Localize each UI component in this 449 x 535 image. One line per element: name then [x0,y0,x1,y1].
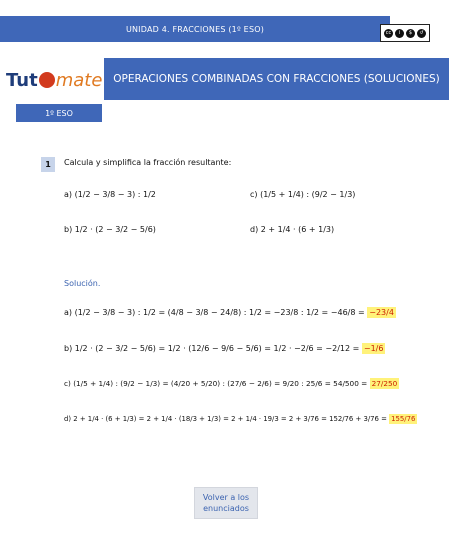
level-badge: 1º ESO [16,104,102,122]
creative-commons-badge[interactable] [380,24,430,42]
exercise-item-c: c) (1/5 + 1/4) : (9/2 − 1/3) [250,190,356,199]
exercise-item-b: b) 1/2 · (2 − 3/2 − 5/6) [64,225,156,234]
exercise-item-d: d) 2 + 1/4 · (6 + 1/3) [250,225,335,234]
apple-icon [39,72,55,88]
solution-row-a: a) (1/2 − 3/8 − 3) : 1/2 = (4/8 − 3/8 − 24/8) : 1/2 = −23/8 : 1/2 = −46/8 = −23/4 [64,308,394,317]
back-to-statements-button[interactable]: Volver a los enunciados [194,487,258,519]
page-title: OPERACIONES COMBINADAS CON FRACCIONES (SOLUCIONES) [113,73,440,85]
solution-row-d: d) 2 + 1/4 · (6 + 1/3) = 2 + 1/4 · (18/3 + 1/3) = 2 + 1/4 · 19/3 = 2 + 3/76 = 152/76 + 3/76 = 155/76 [64,415,416,423]
exercise-prompt: Calcula y simplifica la fracción resultante: [64,158,232,167]
page-title-bar [104,58,449,100]
solution-heading: Solución. [64,279,101,288]
cc-icon: cc [385,29,392,36]
unit-title: UNIDAD 4. FRACCIONES (1º ESO) [125,24,265,34]
sa-icon: ↺ [417,29,426,38]
result-highlight: 27/250 [371,379,398,388]
tutomate-logo[interactable]: Tut mate [6,69,103,91]
exercise-number: 1 [41,157,55,172]
solution-row-b: b) 1/2 · (2 − 3/2 − 5/6) = 1/2 · (12/6 − 9/6 − 5/6) = 1/2 · −2/6 = −2/12 = −1/6 [64,344,384,353]
exercise-item-a: a) (1/2 − 3/8 − 3) : 1/2 [64,190,156,199]
nc-icon: $ [406,29,415,38]
result-highlight: −23/4 [369,308,394,317]
by-icon: i [395,29,404,38]
result-highlight: −1/6 [363,344,384,353]
unit-header [0,16,390,42]
solution-row-c: c) (1/5 + 1/4) : (9/2 − 1/3) = (4/20 + 5/20) : (27/6 − 2/6) = 9/20 : 25/6 = 54/500 = 27/250 [64,379,398,388]
result-highlight: 155/76 [391,415,416,423]
